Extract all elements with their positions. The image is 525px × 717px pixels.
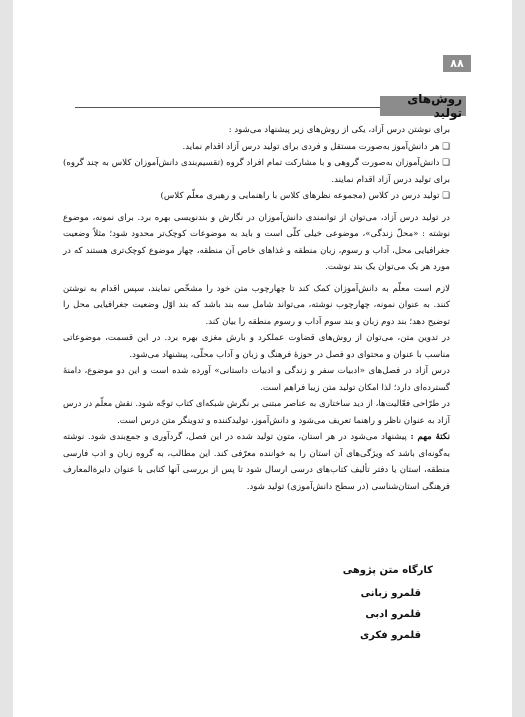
workshop-item-literary: قلمرو ادبی [365,609,421,620]
workshop-item-linguistic: قلمرو زبانی [360,588,421,599]
checkbox-bullet-icon: ❑ [442,158,450,168]
section-title: روش‌های تولید [407,92,462,120]
section-title-box [380,92,466,120]
paragraph: درس آزاد در فصل‌های «ادبیات سفر و زندگی و ادبیات داستانی» آورده شده است و این دو موضوع، دامنهٔ گسترده‌ای دارد؛ لذا امکان تولید متن زیبا فراهم است. [63,366,450,393]
paragraph: در طرّاحی فعّالیت‌ها، از دید ساختاری به عناصر مبتنی بر نگرش شبکه‌ای کتاب توجّه شود. نقش معلّم در درس آزاد به عنوان ناظر و راهنما تعریف می‌شود و دانش‌آموز، تولیدکننده و تدوینگر متن درس است. [62,399,450,426]
workshop-section [233,561,433,646]
section-title-rule [75,107,381,108]
paragraph: لازم است معلّم به دانش‌آموزان کمک کند تا چهارچوب متن خود را مشخّص نمایند، سپس اقدام به نوشتن کنند. به عنوان نمونه، چهارچوب نوشته، می‌تواند شامل سه بند باشد که بند اوّل وضعیت جغرافیایی محل را توضیح دهد؛ بند دوم زبان و بند سوم آداب و رسوم منطقه را بیان کند. [63,283,450,327]
option-item [63,155,450,188]
paragraph: در تولید درس آزاد، می‌توان از توانمندی دانش‌آموزان در نگارش و بندنویسی بهره برد. برای نمونه، موضوع نوشته : «محلّ زندگی»، موضوعی خیلی کلّی است و باید به موضوعات کوچک‌تر محدود شود؛ مثلاً وضعیت جغرافیایی محل، آداب و رسوم، زبان منطقه و غذاهای خاص آن منطقه، چهار موضوع کوچک‌تری هستند که در مورد هر یک می‌توان یک بند نوشت. [63,212,450,272]
workshop-title: کارگاه متن پژوهی [342,565,433,576]
option-item [63,188,450,205]
workshop-item-intellectual: قلمرو فکری [359,630,421,641]
body-text [63,122,450,495]
note-text: پیشنهاد می‌شود در هر استان، متون تولید شده در این فصل، گردآوری و جمع‌بندی شود. نوشته به‌گونه‌ای باشد که ویژگی‌های آن استان را به خواننده معرّفی کند. این مطالب، به گروه زبان و ادب فارسی منطقه، استان یا دفتر تألیف کتاب‌های درسی ارسال شود تا پس از بررسی آنها کتابی با عنوان دایرة‌المعارف فرهنگی استان‌شناسی (در سطح دانش‌آموزی) تولید شود. [63,432,450,492]
page-number: ۸۸ [443,55,471,72]
option-text: دانش‌آموزان به‌صورت گروهی و با مشارکت تمام افراد گروه (تقسیم‌بندی دانش‌آموزان کلاس به چند گروه) برای تولید درس آزاد اقدام نمایند. [63,158,450,185]
intro-paragraph: برای نوشتن درس آزاد، یکی از روش‌های زیر پیشنهاد می‌شود : [228,125,450,135]
note-paragraph [63,429,450,495]
note-label: نکتهٔ مهم : [410,432,450,442]
checkbox-bullet-icon: ❑ [442,141,450,152]
paragraph: در تدوین متن، می‌توان از روش‌های قضاوت عملکرد و بارش مغزی بهره برد. در این قسمت، موضوعاتی مناسب با عنوان و محتوای دو فصل در حوزهٔ فرهنگ و زبان و آداب محلّی، پیشنهاد می‌شود. [63,333,450,360]
option-text: هر دانش‌آموز به‌صورت مستقل و فردی برای تولید درس آزاد اقدام نماید. [182,141,440,152]
checkbox-bullet-icon: ❑ [442,191,450,201]
option-item [63,139,450,156]
option-text: تولید درس در کلاس (مجموعه نظرهای کلاس با راهنمایی و رهبری معلّم کلاس) [160,191,440,201]
